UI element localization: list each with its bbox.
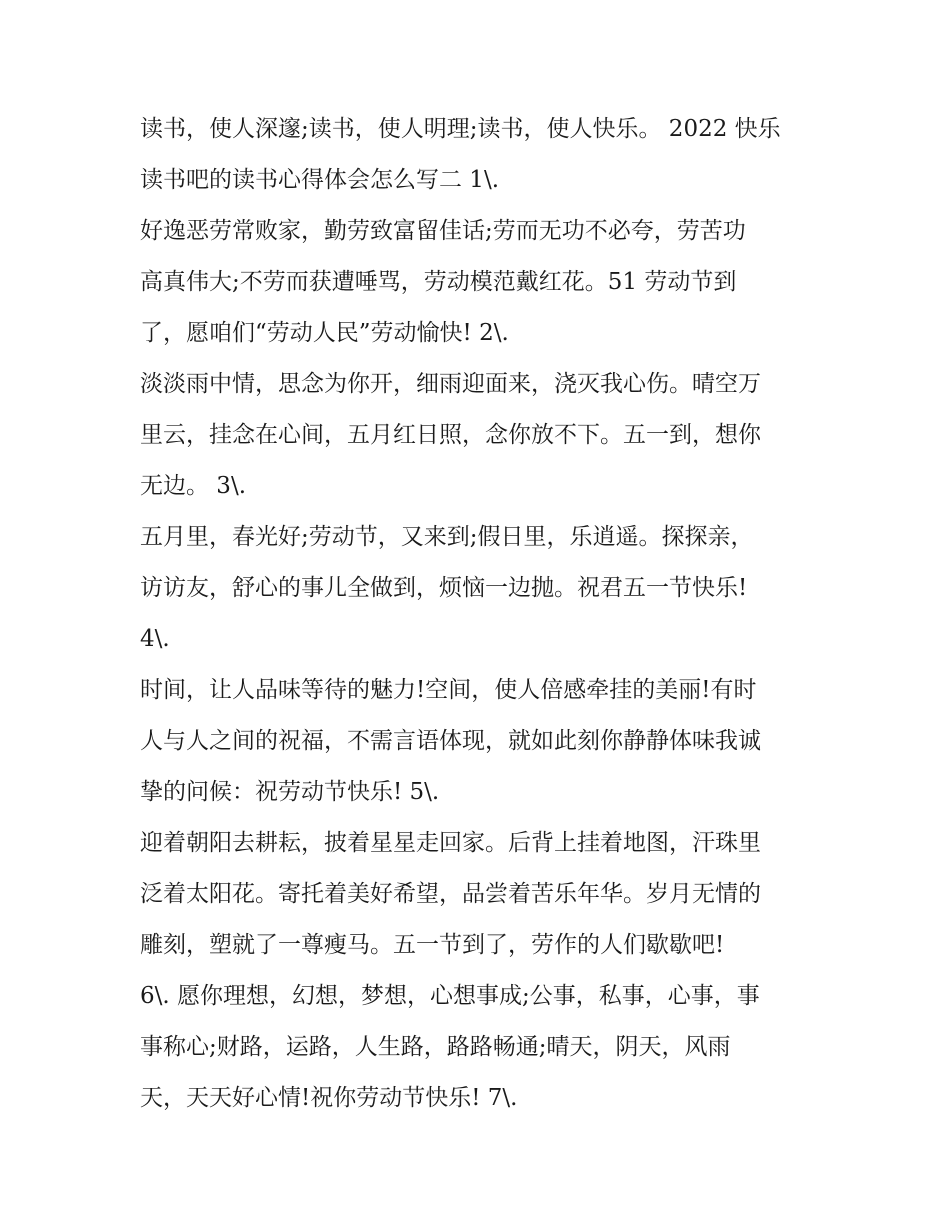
text-line: 无边。 3\.: [140, 473, 247, 499]
text-line: 五月里，春光好;劳动节，又来到;假日里，乐逍遥。探探亲，: [140, 524, 754, 550]
text-line: 挚的问候：祝劳动节快乐! 5\.: [140, 779, 440, 805]
text-line: 了，愿咱们“劳动人民”劳动愉快! 2\.: [140, 320, 509, 346]
text-line: 读书吧的读书心得体会怎么写二 1\.: [140, 167, 500, 193]
text-line: 天，天天好心情!祝你劳动节快乐! 7\.: [140, 1085, 518, 1111]
text-line: 高真伟大;不劳而获遭唾骂，劳动模范戴红花。51 劳动节到: [140, 269, 737, 295]
text-line: 迎着朝阳去耕耘，披着星星走回家。后背上挂着地图，汗珠里: [140, 830, 761, 856]
text-line: 4\.: [140, 626, 170, 652]
text-line: 里云，挂念在心间，五月红日照，念你放不下。五一到，想你: [140, 422, 761, 448]
text-line: 事称心;财路，运路，人生路，路路畅通;晴天，阴天，风雨: [140, 1034, 731, 1060]
text-line: 好逸恶劳常败家，勤劳致富留佳话;劳而无功不必夸，劳苦功: [140, 218, 746, 244]
text-line: 时间，让人品味等待的魅力!空间，使人倍感牵挂的美丽!有时: [140, 677, 757, 703]
text-line: 访访友，舒心的事儿全做到，烦恼一边抛。祝君五一节快乐!: [140, 575, 748, 601]
text-line: 雕刻，塑就了一尊瘦马。五一节到了，劳作的人们歇歇吧!: [140, 932, 725, 958]
text-line: 泛着太阳花。寄托着美好希望，品尝着苦乐年华。岁月无情的: [140, 881, 761, 907]
body-text: [140, 104, 820, 1124]
text-line: 6\. 愿你理想，幻想，梦想，心想事成;公事，私事，心事，事: [140, 983, 760, 1009]
text-line: 淡淡雨中情，思念为你开，细雨迎面来，浇灭我心伤。晴空万: [140, 371, 761, 397]
text-line: 读书，使人深邃;读书，使人明理;读书，使人快乐。 2022 快乐: [140, 116, 781, 142]
text-line: 人与人之间的祝福，不需言语体现，就如此刻你静静体味我诚: [140, 728, 761, 754]
